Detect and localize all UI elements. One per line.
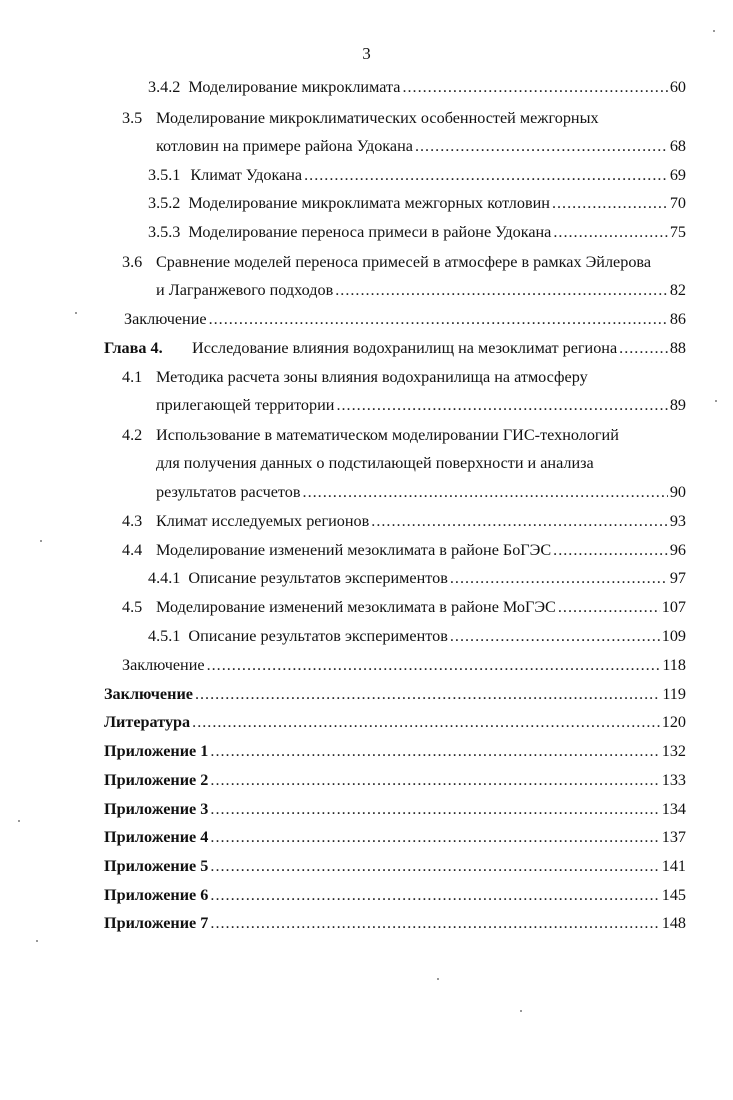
toc-entry-title: Сравнение моделей переноса примесей в атмосфере в рамках Эйлерова: [156, 253, 652, 271]
toc-entry-page: 109: [661, 627, 686, 645]
toc-entry-title: Приложение 1: [104, 742, 209, 760]
toc-entry-number: 3.5.1: [148, 166, 181, 184]
toc-entry-page: 97: [669, 569, 686, 587]
scan-speck: [18, 820, 20, 822]
toc-entry-title-continued: для получения данных о подстилающей поверхности и анализа: [156, 454, 594, 472]
dot-leader: [210, 885, 659, 905]
toc-entry-number: 4.5: [122, 598, 143, 616]
scan-speck: [36, 940, 38, 942]
toc-entry-chapter4-conclusion: [122, 655, 686, 675]
toc-entry-title: Климат исследуемых регионов: [156, 512, 370, 530]
toc-entry-4-4-1: [148, 568, 686, 588]
scan-speck: [40, 540, 42, 542]
toc-entry-number: Глава 4.: [104, 339, 163, 357]
dot-leader: [207, 655, 661, 675]
toc-entry-title: Моделирование микроклимата: [188, 78, 401, 96]
dot-leader: [553, 222, 667, 242]
dot-leader: [210, 770, 659, 790]
toc-entry-number: 4.3: [122, 512, 143, 530]
dot-leader: [619, 338, 668, 358]
toc-entry-number: 4.4.1: [148, 569, 181, 587]
toc-entry-title: Приложение 6: [104, 886, 209, 904]
toc-entry-number: 3.5.2: [148, 194, 181, 212]
toc-entry-page: 120: [661, 713, 686, 731]
toc-entry-page: 69: [669, 166, 686, 184]
toc-entry-title: Заключение: [122, 656, 205, 674]
toc-entry-title: Приложение 5: [104, 857, 209, 875]
scan-speck: [715, 400, 717, 402]
toc-entry-number: 3.4.2: [148, 78, 181, 96]
toc-entry-appendix-1: [104, 741, 686, 761]
toc-entry-appendix-4: [104, 827, 686, 847]
toc-entry-conclusion: [104, 684, 686, 704]
toc-entry-title: Приложение 7: [104, 914, 209, 932]
dot-leader: [553, 540, 668, 560]
page-number: 3: [362, 44, 371, 63]
toc-entry-4-1-line1: [122, 367, 588, 387]
toc-entry-title: Моделирование изменений мезоклимата в районе МоГЭС: [156, 598, 556, 616]
dot-leader: [210, 827, 659, 847]
toc-entry-page: 86: [669, 310, 686, 328]
toc-entry-page: 88: [669, 339, 686, 357]
toc-entry-title-continued: котловин на примере района Удокана: [156, 137, 413, 155]
toc-entry-page: 132: [661, 742, 686, 760]
scan-speck: [713, 30, 715, 32]
toc-entry-title: Приложение 4: [104, 828, 209, 846]
toc-entry-title: Исследование влияния водохранилищ на мезоклимат региона: [192, 339, 618, 357]
toc-entry-page: 107: [661, 598, 686, 616]
toc-entry-number: 4.1: [122, 368, 143, 386]
toc-entry-title: Моделирование микроклимата межгорных котловин: [188, 194, 550, 212]
toc-entry-title: Заключение: [104, 685, 193, 703]
toc-entry-3-6: [156, 280, 686, 300]
toc-entry-title: Описание результатов экспериментов: [188, 627, 448, 645]
toc-entry-3-6-line1: [122, 252, 651, 272]
toc-entry-title-continued: и Лагранжевого подходов: [156, 281, 334, 299]
toc-entry-page: 90: [669, 483, 686, 501]
dot-leader: [415, 136, 668, 156]
toc-entry-4-3: [122, 511, 686, 531]
toc-entry-title: Приложение 2: [104, 771, 209, 789]
toc-entry-references: [104, 712, 686, 732]
toc-entry-number: 4.5.1: [148, 627, 181, 645]
toc-entry-page: 148: [661, 914, 686, 932]
toc-entry-page: 118: [662, 656, 686, 674]
toc-entry-page: 145: [661, 886, 686, 904]
toc-entry-appendix-6: [104, 885, 686, 905]
toc-entry-number: 3.6: [122, 253, 143, 271]
toc-entry-page: 119: [662, 685, 686, 703]
dot-leader: [195, 684, 660, 704]
toc-entry-title-continued: прилегающей территории: [156, 396, 335, 414]
toc-entry-page: 60: [669, 78, 686, 96]
dot-leader: [450, 568, 668, 588]
dot-leader: [210, 741, 659, 761]
toc-entry-4-2: [156, 482, 686, 502]
dot-leader: [209, 309, 668, 329]
toc-entry-4-2-line2: [156, 453, 594, 473]
dot-leader: [552, 193, 668, 213]
toc-entry-page: 133: [661, 771, 686, 789]
toc-entry-3-5-1: [148, 165, 686, 185]
toc-entry-title: Литература: [104, 713, 191, 731]
toc-entry-appendix-7: [104, 913, 686, 933]
toc-entry-3-5-2: [148, 193, 686, 213]
toc-entry-title: Описание результатов экспериментов: [188, 569, 448, 587]
toc-entry-4-1: [156, 395, 686, 415]
scan-speck: [437, 978, 439, 980]
scan-speck: [520, 1010, 522, 1012]
toc-entry-title: Заключение: [124, 310, 207, 328]
toc-entry-appendix-2: [104, 770, 686, 790]
dot-leader: [335, 280, 668, 300]
toc-entry-chapter3-conclusion: [124, 309, 686, 329]
dot-leader: [402, 77, 667, 97]
dot-leader: [371, 511, 668, 531]
toc-entry-3-5-3: [148, 222, 686, 242]
toc-entry-page: 134: [661, 800, 686, 818]
dot-leader: [336, 395, 667, 415]
dot-leader: [303, 482, 668, 502]
toc-entry-title: Приложение 3: [104, 800, 209, 818]
dot-leader: [304, 165, 668, 185]
toc-entry-4-2-line1: [122, 425, 619, 445]
dot-leader: [450, 626, 660, 646]
toc-entry-title: Моделирование переноса примеси в районе Удокана: [188, 223, 552, 241]
toc-entry-number: 4.4: [122, 541, 143, 559]
toc-entry-number: 4.2: [122, 426, 143, 444]
toc-entry-page: 96: [669, 541, 686, 559]
toc-entry-chapter-4: [104, 338, 686, 358]
dot-leader: [192, 712, 660, 732]
toc-entry-3-5: [156, 136, 686, 156]
toc-entry-page: 70: [669, 194, 686, 212]
dot-leader: [210, 856, 659, 876]
toc-entry-appendix-3: [104, 799, 686, 819]
toc-entry-title: Моделирование изменений мезоклимата в районе БоГЭС: [156, 541, 552, 559]
scan-speck: [75, 312, 77, 314]
toc-entry-title: Использование в математическом моделировании ГИС-технологий: [156, 426, 619, 444]
toc-entry-page: 82: [669, 281, 686, 299]
toc-entry-page: 141: [661, 857, 686, 875]
toc-entry-title: Методика расчета зоны влияния водохранилища на атмосферу: [156, 368, 588, 386]
toc-entry-4-5: [122, 597, 686, 617]
toc-entry-page: 75: [669, 223, 686, 241]
toc-entry-page: 93: [669, 512, 686, 530]
toc-entry-3-4-2: [148, 77, 686, 97]
toc-entry-appendix-5: [104, 856, 686, 876]
toc-entry-4-4: [122, 540, 686, 560]
toc-entry-4-5-1: [148, 626, 686, 646]
toc-entry-number: 3.5: [122, 109, 143, 127]
toc-entry-title: Климат Удокана: [190, 166, 303, 184]
dot-leader: [210, 799, 659, 819]
toc-entry-number: 3.5.3: [148, 223, 181, 241]
toc-entry-title: Моделирование микроклиматических особенностей межгорных: [156, 109, 599, 127]
toc-entry-3-5-line1: [122, 108, 599, 128]
toc-entry-page: 89: [669, 396, 686, 414]
toc-entry-title-continued: результатов расчетов: [156, 483, 301, 501]
toc-entry-page: 68: [669, 137, 686, 155]
toc-entry-page: 137: [661, 828, 686, 846]
dot-leader: [558, 597, 660, 617]
dot-leader: [210, 913, 659, 933]
